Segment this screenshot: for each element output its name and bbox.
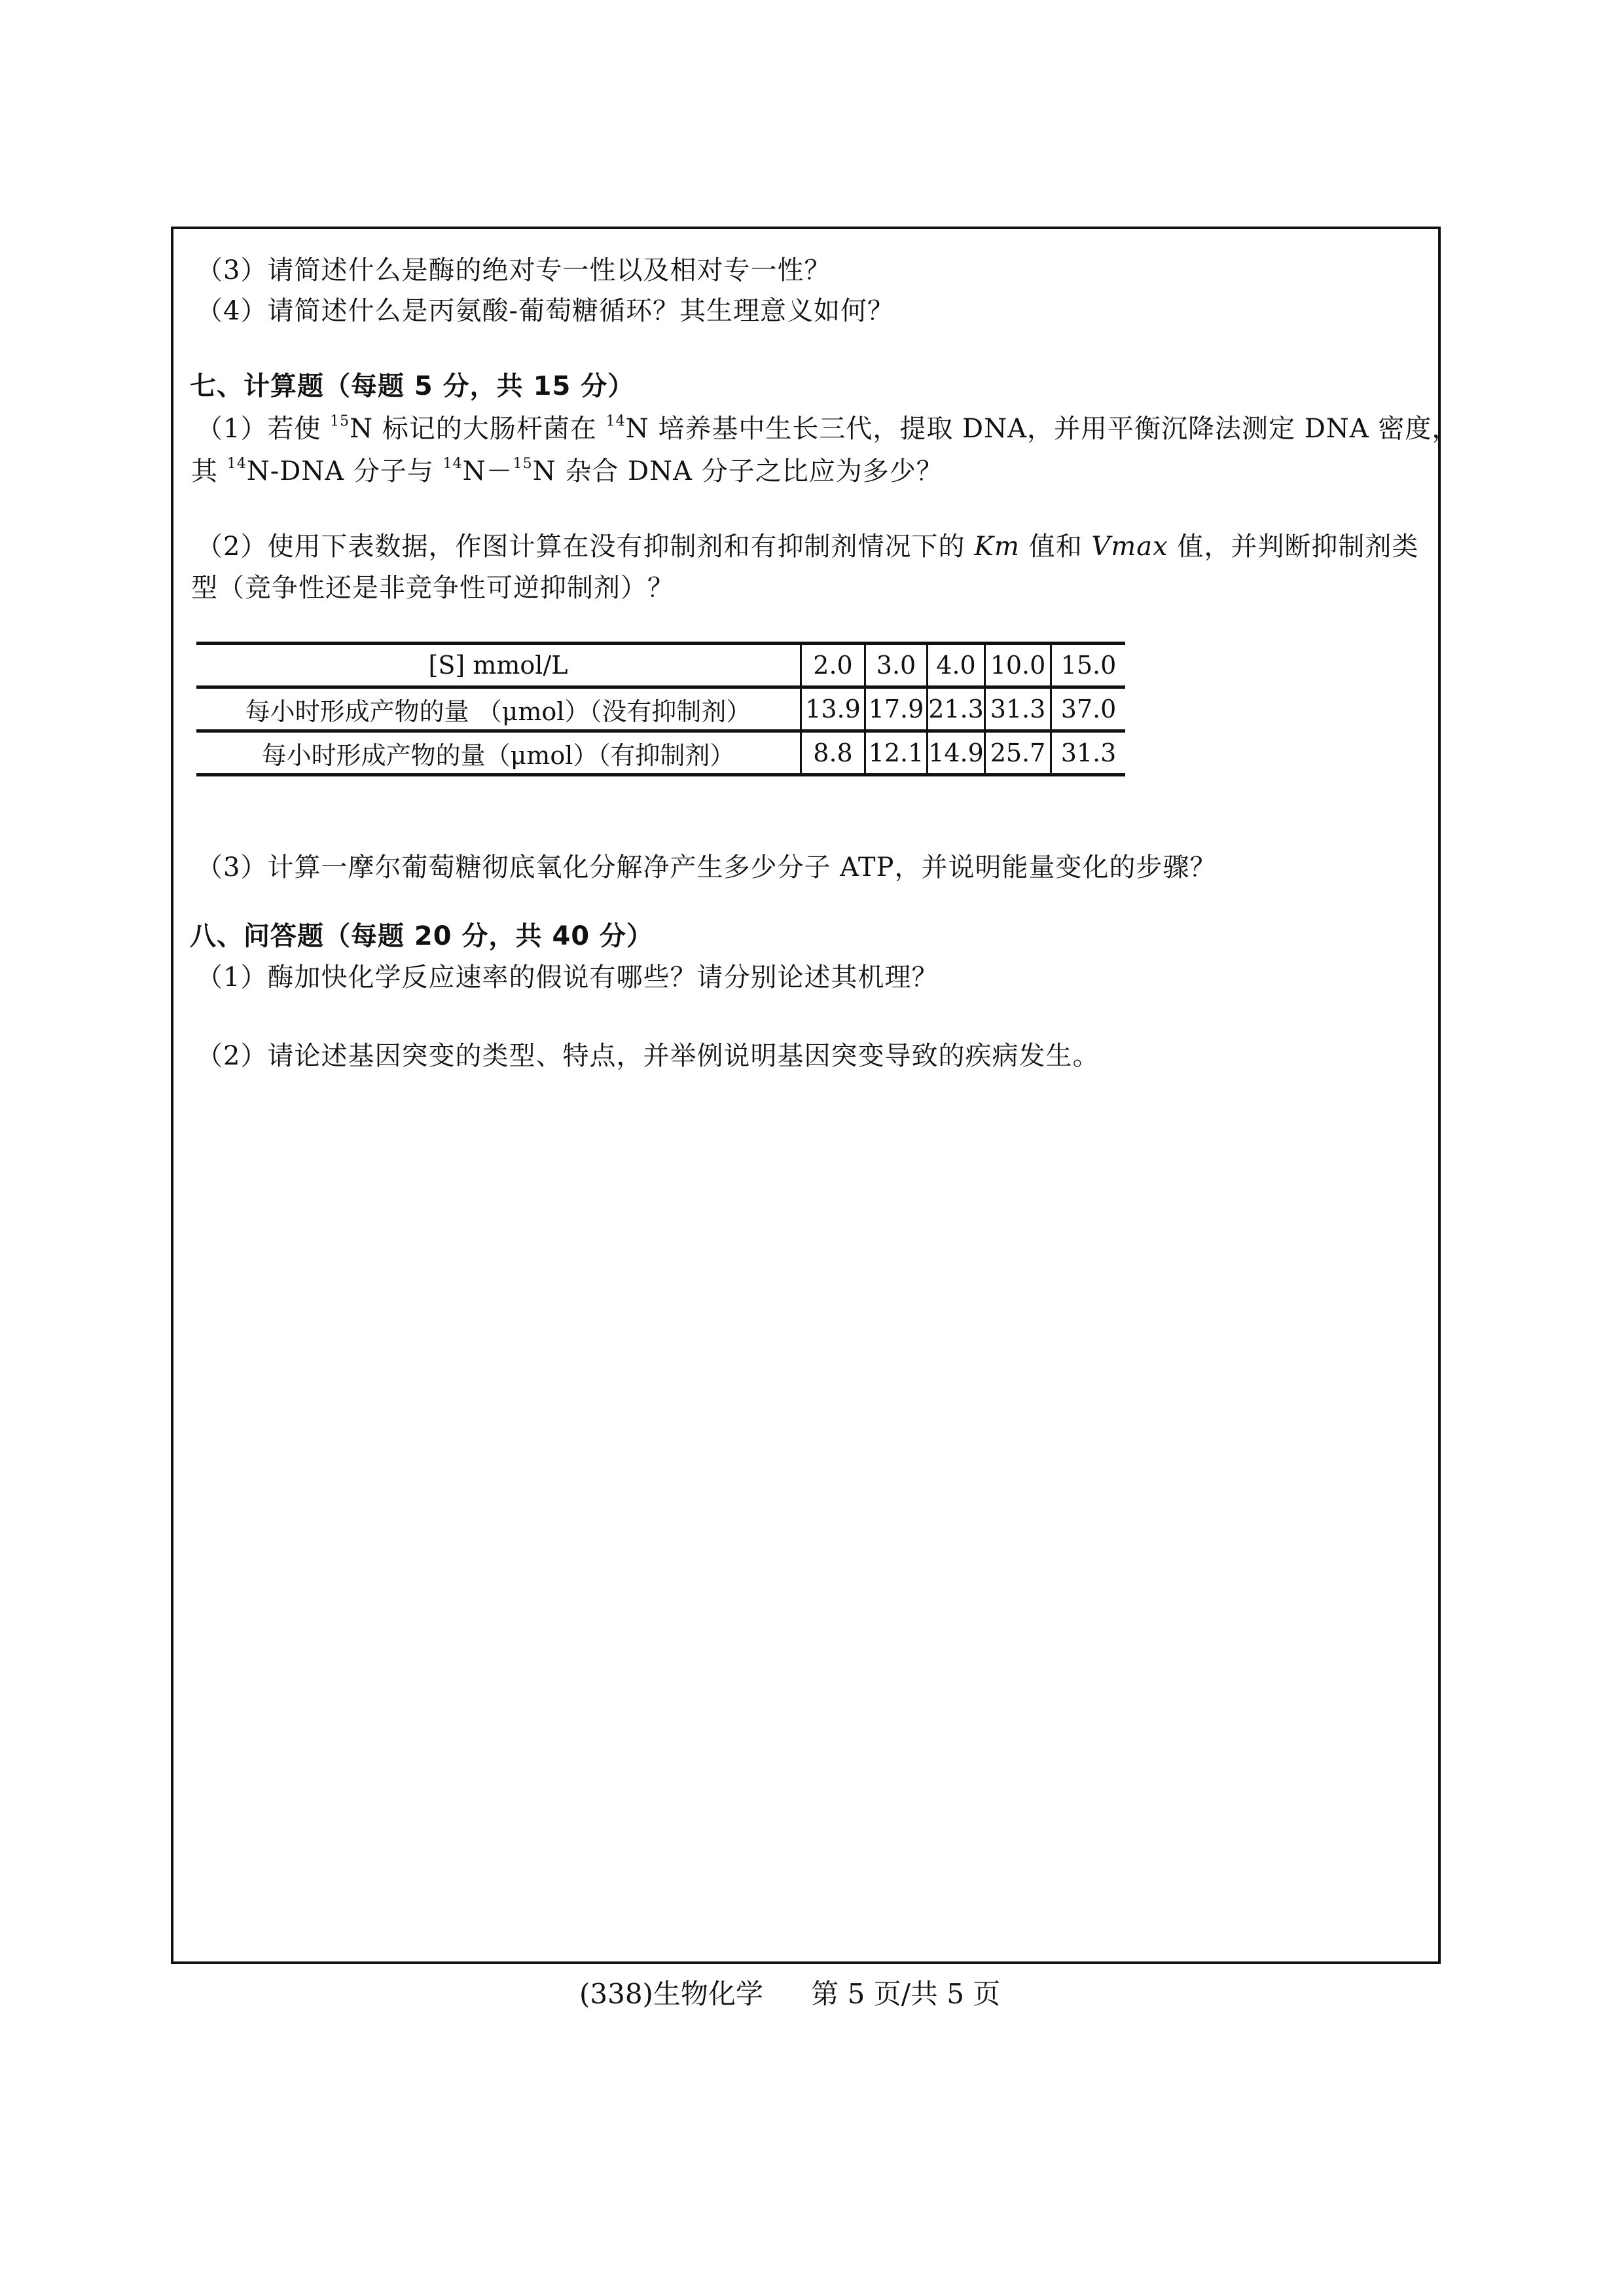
table-cell: 4.0: [928, 644, 985, 687]
table-row-inhibitor: [196, 731, 1125, 775]
question-6-3: （3）请简述什么是酶的绝对专一性以及相对专一性？: [196, 255, 831, 285]
text-fragment: （1）若使: [196, 414, 331, 444]
table-cell: 10.0: [985, 644, 1051, 687]
table-row-label: 每小时形成产物的量 （μmol）（没有抑制剂）: [196, 687, 801, 731]
text-fragment: 其: [191, 456, 227, 486]
isotope-superscript: 15: [330, 413, 350, 429]
question-8-2: （2）请论述基因突变的类型、特点，并举例说明基因突变导致的疾病发生。: [196, 1041, 1100, 1071]
table-cell: 15.0: [1051, 644, 1126, 687]
table-cell: 37.0: [1051, 687, 1126, 731]
question-7-2-line1: [196, 528, 1418, 565]
course-code: (338)生物化学: [579, 1978, 763, 2010]
table-cell: 2.0: [801, 644, 865, 687]
table-cell: 21.3: [928, 687, 985, 731]
table-cell: 31.3: [1051, 731, 1126, 775]
question-6-4: （4）请简述什么是丙氨酸-葡萄糖循环？其生理意义如何？: [196, 296, 894, 326]
table-cell: 14.9: [928, 731, 985, 775]
table-cell: 31.3: [985, 687, 1051, 731]
question-7-2-line2: 型（竞争性还是非竞争性可逆抑制剂）？: [191, 573, 674, 603]
section-8-heading: 八、问答题（每题 20 分，共 40 分）: [190, 921, 654, 951]
text-fragment: N－: [462, 456, 513, 486]
question-8-1: （1）酶加快化学反应速率的假说有哪些？请分别论述其机理？: [196, 962, 939, 993]
text-fragment: N 培养基中生长三代，提取 DNA，并用平衡沉降法测定 DNA 密度，: [625, 414, 1459, 444]
isotope-superscript: 14: [605, 413, 626, 429]
question-7-1-line2: [191, 453, 943, 490]
table-cell: 8.8: [801, 731, 865, 775]
page-number: 第 5 页/共 5 页: [811, 1978, 1001, 2010]
table-row-label: 每小时形成产物的量（μmol）（有抑制剂）: [196, 731, 801, 775]
table-cell: 12.1: [865, 731, 928, 775]
page-footer: [579, 1976, 1007, 2013]
isotope-superscript: 14: [442, 456, 463, 472]
question-7-3: （3）计算一摩尔葡萄糖彻底氧化分解净产生多少分子 ATP，并说明能量变化的步骤？: [196, 852, 1217, 883]
text-fragment: （2）使用下表数据，作图计算在没有抑制剂和有抑制剂情况下的: [196, 532, 975, 562]
table-row-substrate: [196, 644, 1125, 687]
table-cell: 3.0: [865, 644, 928, 687]
text-fragment: 值，并判断抑制剂类: [1168, 532, 1419, 562]
table-cell: 17.9: [865, 687, 928, 731]
isotope-superscript: 14: [226, 456, 247, 472]
section-7-heading: 七、计算题（每题 5 分，共 15 分）: [190, 371, 635, 401]
km-symbol: Km: [974, 532, 1020, 562]
text-fragment: N 标记的大肠杆菌在: [350, 414, 606, 444]
text-fragment: N 杂合 DNA 分子之比应为多少？: [532, 456, 943, 486]
table-row-no-inhibitor: [196, 687, 1125, 731]
table-cell: 13.9: [801, 687, 865, 731]
text-fragment: 值和: [1019, 532, 1092, 562]
enzyme-kinetics-table: [196, 642, 1125, 776]
table-header-label: [S] mmol/L: [196, 644, 801, 687]
table-cell: 25.7: [985, 731, 1051, 775]
vmax-symbol: Vmax: [1091, 532, 1168, 562]
text-fragment: N-DNA 分子与: [246, 456, 443, 486]
question-7-1-line1: [196, 410, 1458, 447]
isotope-superscript: 15: [513, 456, 533, 472]
